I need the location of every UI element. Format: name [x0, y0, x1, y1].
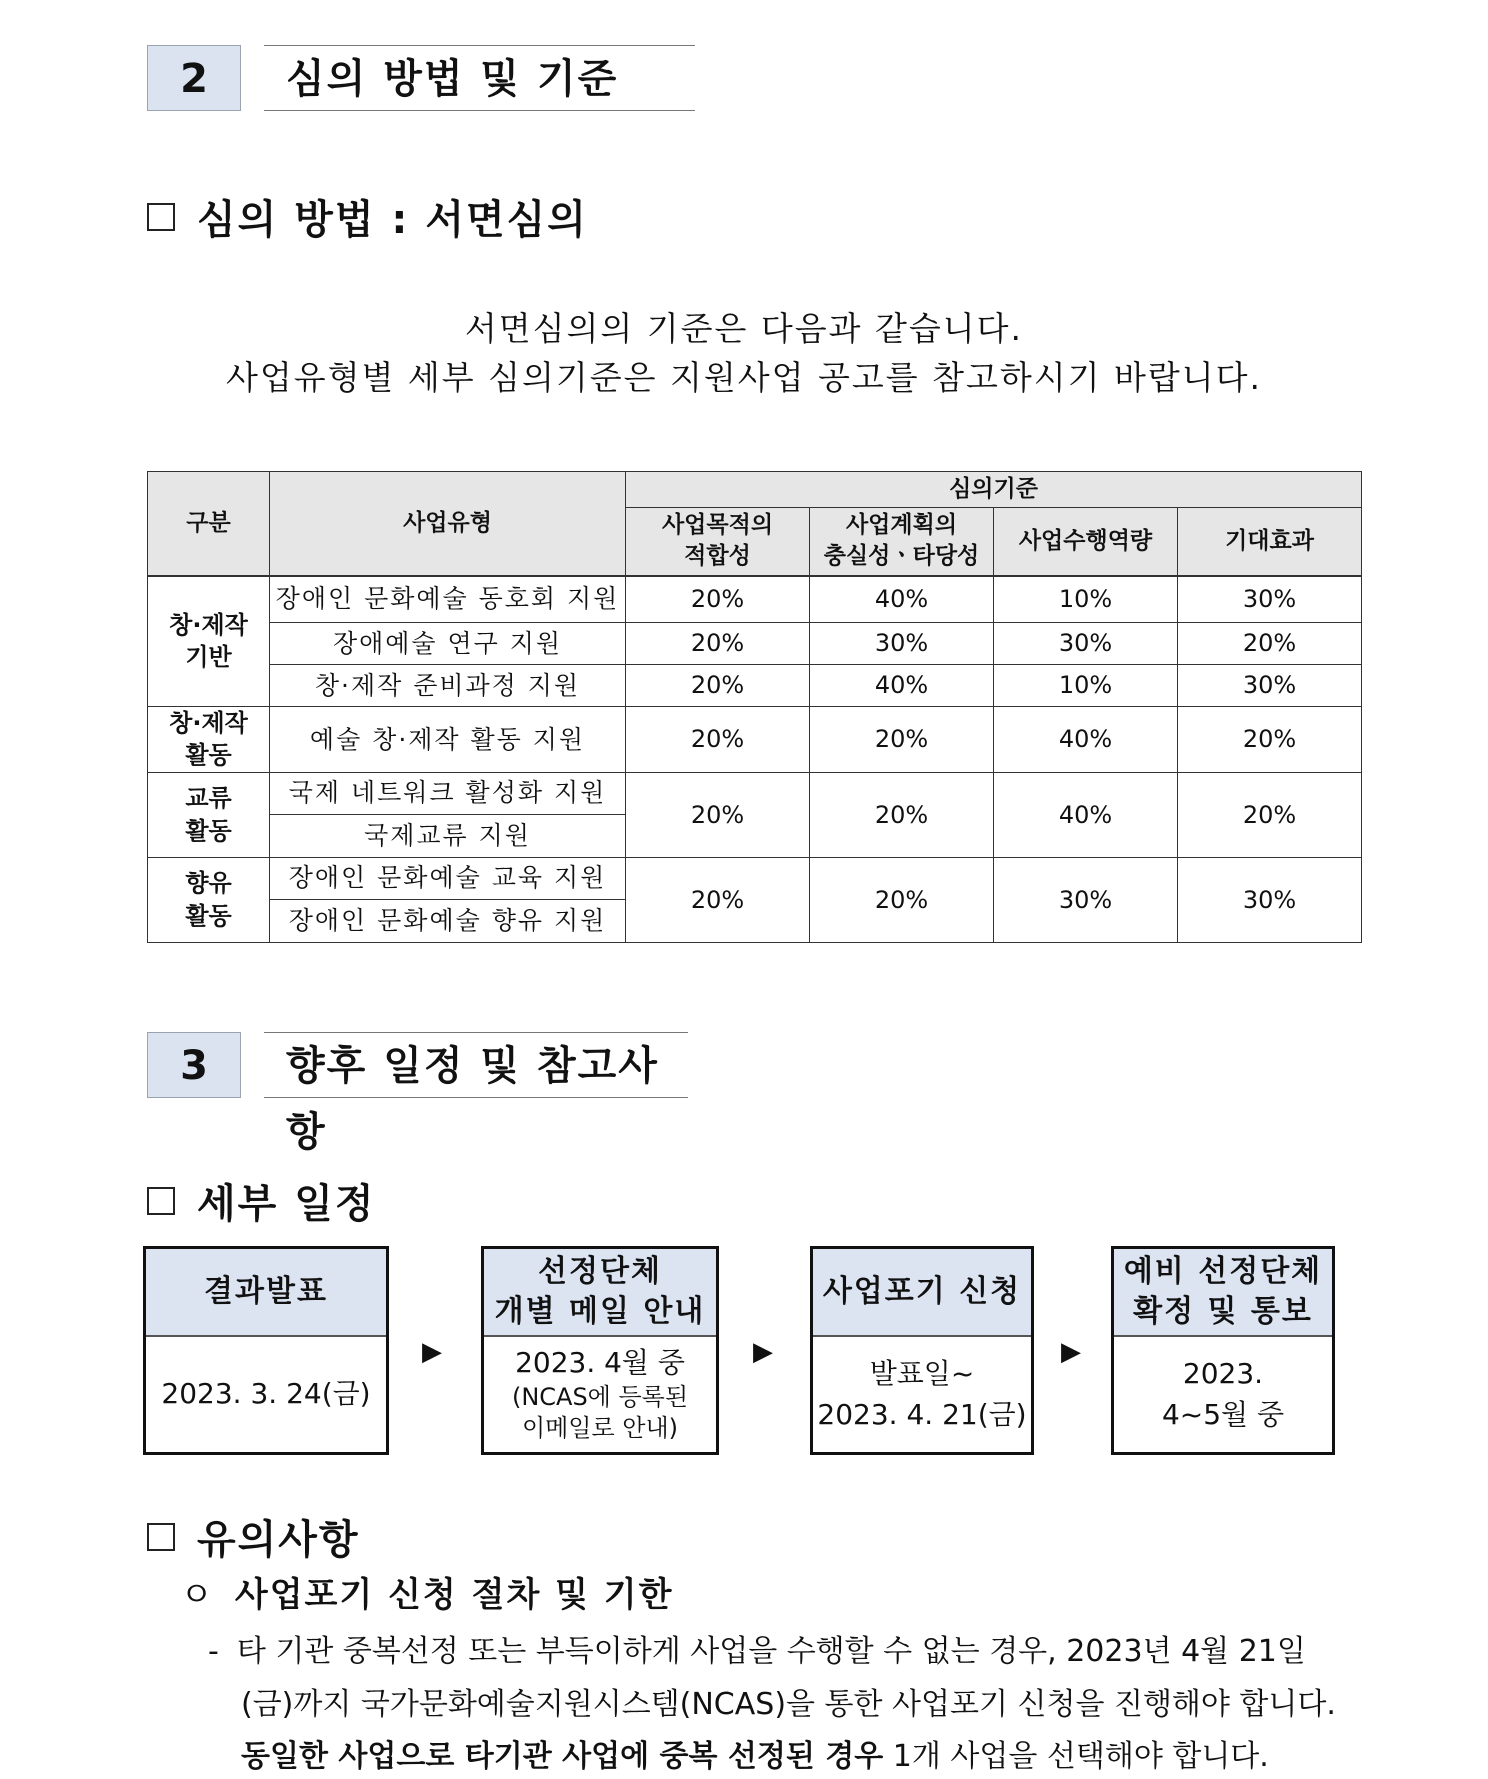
flow-step-body: 2023. 4~5월 중 [1161, 1356, 1285, 1431]
arrow-right-icon: ▶ [753, 1337, 773, 1367]
value-cell: 30% [1178, 857, 1362, 942]
value-cell: 20% [626, 772, 810, 857]
flow-step-email-notice [481, 1246, 719, 1455]
flow-step-head: 예비 선정단체 확정 및 통보 [1114, 1249, 1332, 1337]
category-cell: 교류 활동 [148, 772, 270, 857]
flow-step-body: 2023. 4월 중 (NCAS에 등록된 이메일로 안내) [511, 1346, 689, 1442]
schedule-heading-text: 세부 일정 [197, 1181, 376, 1227]
bullet-icon: ㅇ [180, 1575, 215, 1615]
header-criteria: 심의기준 [626, 472, 1362, 508]
section-number: 3 [147, 1032, 241, 1098]
type-cell: 장애인 문화예술 교육 지원 [270, 857, 626, 899]
section-number: 2 [147, 45, 241, 111]
notes-heading [147, 1508, 360, 1565]
method-heading-text: 심의 방법 : 서면심의 [197, 197, 588, 243]
table-row [148, 707, 1362, 773]
value-cell: 40% [994, 707, 1178, 773]
dash-bullet: - [208, 1634, 219, 1669]
value-cell: 10% [994, 576, 1178, 623]
arrow-right-icon: ▶ [422, 1337, 442, 1367]
header-col-effect: 기대효과 [1178, 508, 1362, 576]
notes-line-2: (금)까지 국가문화예술지원시스템(NCAS)을 통한 사업포기 신청을 진행해야 합니다. [241, 1687, 1336, 1722]
notes-heading-text: 유의사항 [197, 1517, 360, 1563]
criteria-table [147, 471, 1362, 943]
table-row [148, 576, 1362, 623]
method-heading [147, 188, 588, 245]
type-cell: 국제교류 지원 [270, 814, 626, 857]
type-cell: 장애인 문화예술 동호회 지원 [270, 576, 626, 623]
arrow-right-icon: ▶ [1061, 1337, 1081, 1367]
value-cell: 30% [994, 857, 1178, 942]
value-cell: 20% [810, 707, 994, 773]
intro-line-1: 서면심의의 기준은 다음과 같습니다. [464, 309, 1024, 348]
value-cell: 30% [1178, 576, 1362, 623]
notes-subheading: ㅇ 사업포기 신청 절차 및 기한 [180, 1575, 674, 1615]
notes-line-3: 동일한 사업으로 타기관 사업에 중복 선정된 경우 1개 사업을 선택해야 합니다. [241, 1739, 1269, 1774]
value-cell: 40% [810, 576, 994, 623]
type-cell: 장애예술 연구 지원 [270, 623, 626, 665]
header-category: 구분 [148, 472, 270, 576]
value-cell: 40% [810, 665, 994, 707]
value-cell: 10% [994, 665, 1178, 707]
flow-step-withdrawal-request [810, 1246, 1034, 1455]
flow-step-final-confirmation [1111, 1246, 1335, 1455]
value-cell: 20% [1178, 623, 1362, 665]
table-row [148, 623, 1362, 665]
notes-line-1: - 타 기관 중복선정 또는 부득이하게 사업을 수행할 수 없는 경우, 2023년 4월 21일 [208, 1634, 1306, 1669]
flow-step-head: 결과발표 [146, 1249, 386, 1337]
value-cell: 20% [810, 772, 994, 857]
value-cell: 30% [994, 623, 1178, 665]
value-cell: 20% [1178, 707, 1362, 773]
flow-step-head: 선정단체 개별 메일 안내 [484, 1249, 716, 1337]
table-row [148, 772, 1362, 814]
value-cell: 20% [810, 857, 994, 942]
header-col-purpose: 사업목적의 적합성 [626, 508, 810, 576]
section-title: 심의 방법 및 기준 [264, 45, 695, 111]
category-cell: 창·제작 활동 [148, 707, 270, 773]
table-row [148, 665, 1362, 707]
value-cell: 20% [626, 707, 810, 773]
intro-line-2: 사업유형별 세부 심의기준은 지원사업 공고를 참고하시기 바랍니다. [225, 358, 1262, 397]
type-cell: 예술 창·제작 활동 지원 [270, 707, 626, 773]
flow-step-result-announcement [143, 1246, 389, 1455]
flow-step-body: 2023. 3. 24(금) [161, 1377, 371, 1411]
type-cell: 장애인 문화예술 향유 지원 [270, 899, 626, 942]
value-cell: 20% [626, 857, 810, 942]
header-type: 사업유형 [270, 472, 626, 576]
value-cell: 30% [810, 623, 994, 665]
header-col-plan: 사업계획의 충실성ㆍ타당성 [810, 508, 994, 576]
section-title: 향후 일정 및 참고사항 [264, 1032, 688, 1098]
value-cell: 20% [1178, 772, 1362, 857]
value-cell: 20% [626, 665, 810, 707]
header-col-capability: 사업수행역량 [994, 508, 1178, 576]
checkbox-square-icon [147, 1523, 175, 1551]
value-cell: 20% [626, 623, 810, 665]
flow-step-head: 사업포기 신청 [813, 1249, 1031, 1337]
checkbox-square-icon [147, 203, 175, 231]
flow-step-body: 발표일~ 2023. 4. 21(금) [817, 1356, 1027, 1431]
type-cell: 창·제작 준비과정 지원 [270, 665, 626, 707]
value-cell: 30% [1178, 665, 1362, 707]
checkbox-square-icon [147, 1187, 175, 1215]
category-cell: 향유 활동 [148, 857, 270, 942]
value-cell: 40% [994, 772, 1178, 857]
schedule-heading [147, 1172, 376, 1229]
type-cell: 국제 네트워크 활성화 지원 [270, 772, 626, 814]
value-cell: 20% [626, 576, 810, 623]
category-cell: 창·제작 기반 [148, 576, 270, 707]
table-row [148, 857, 1362, 899]
